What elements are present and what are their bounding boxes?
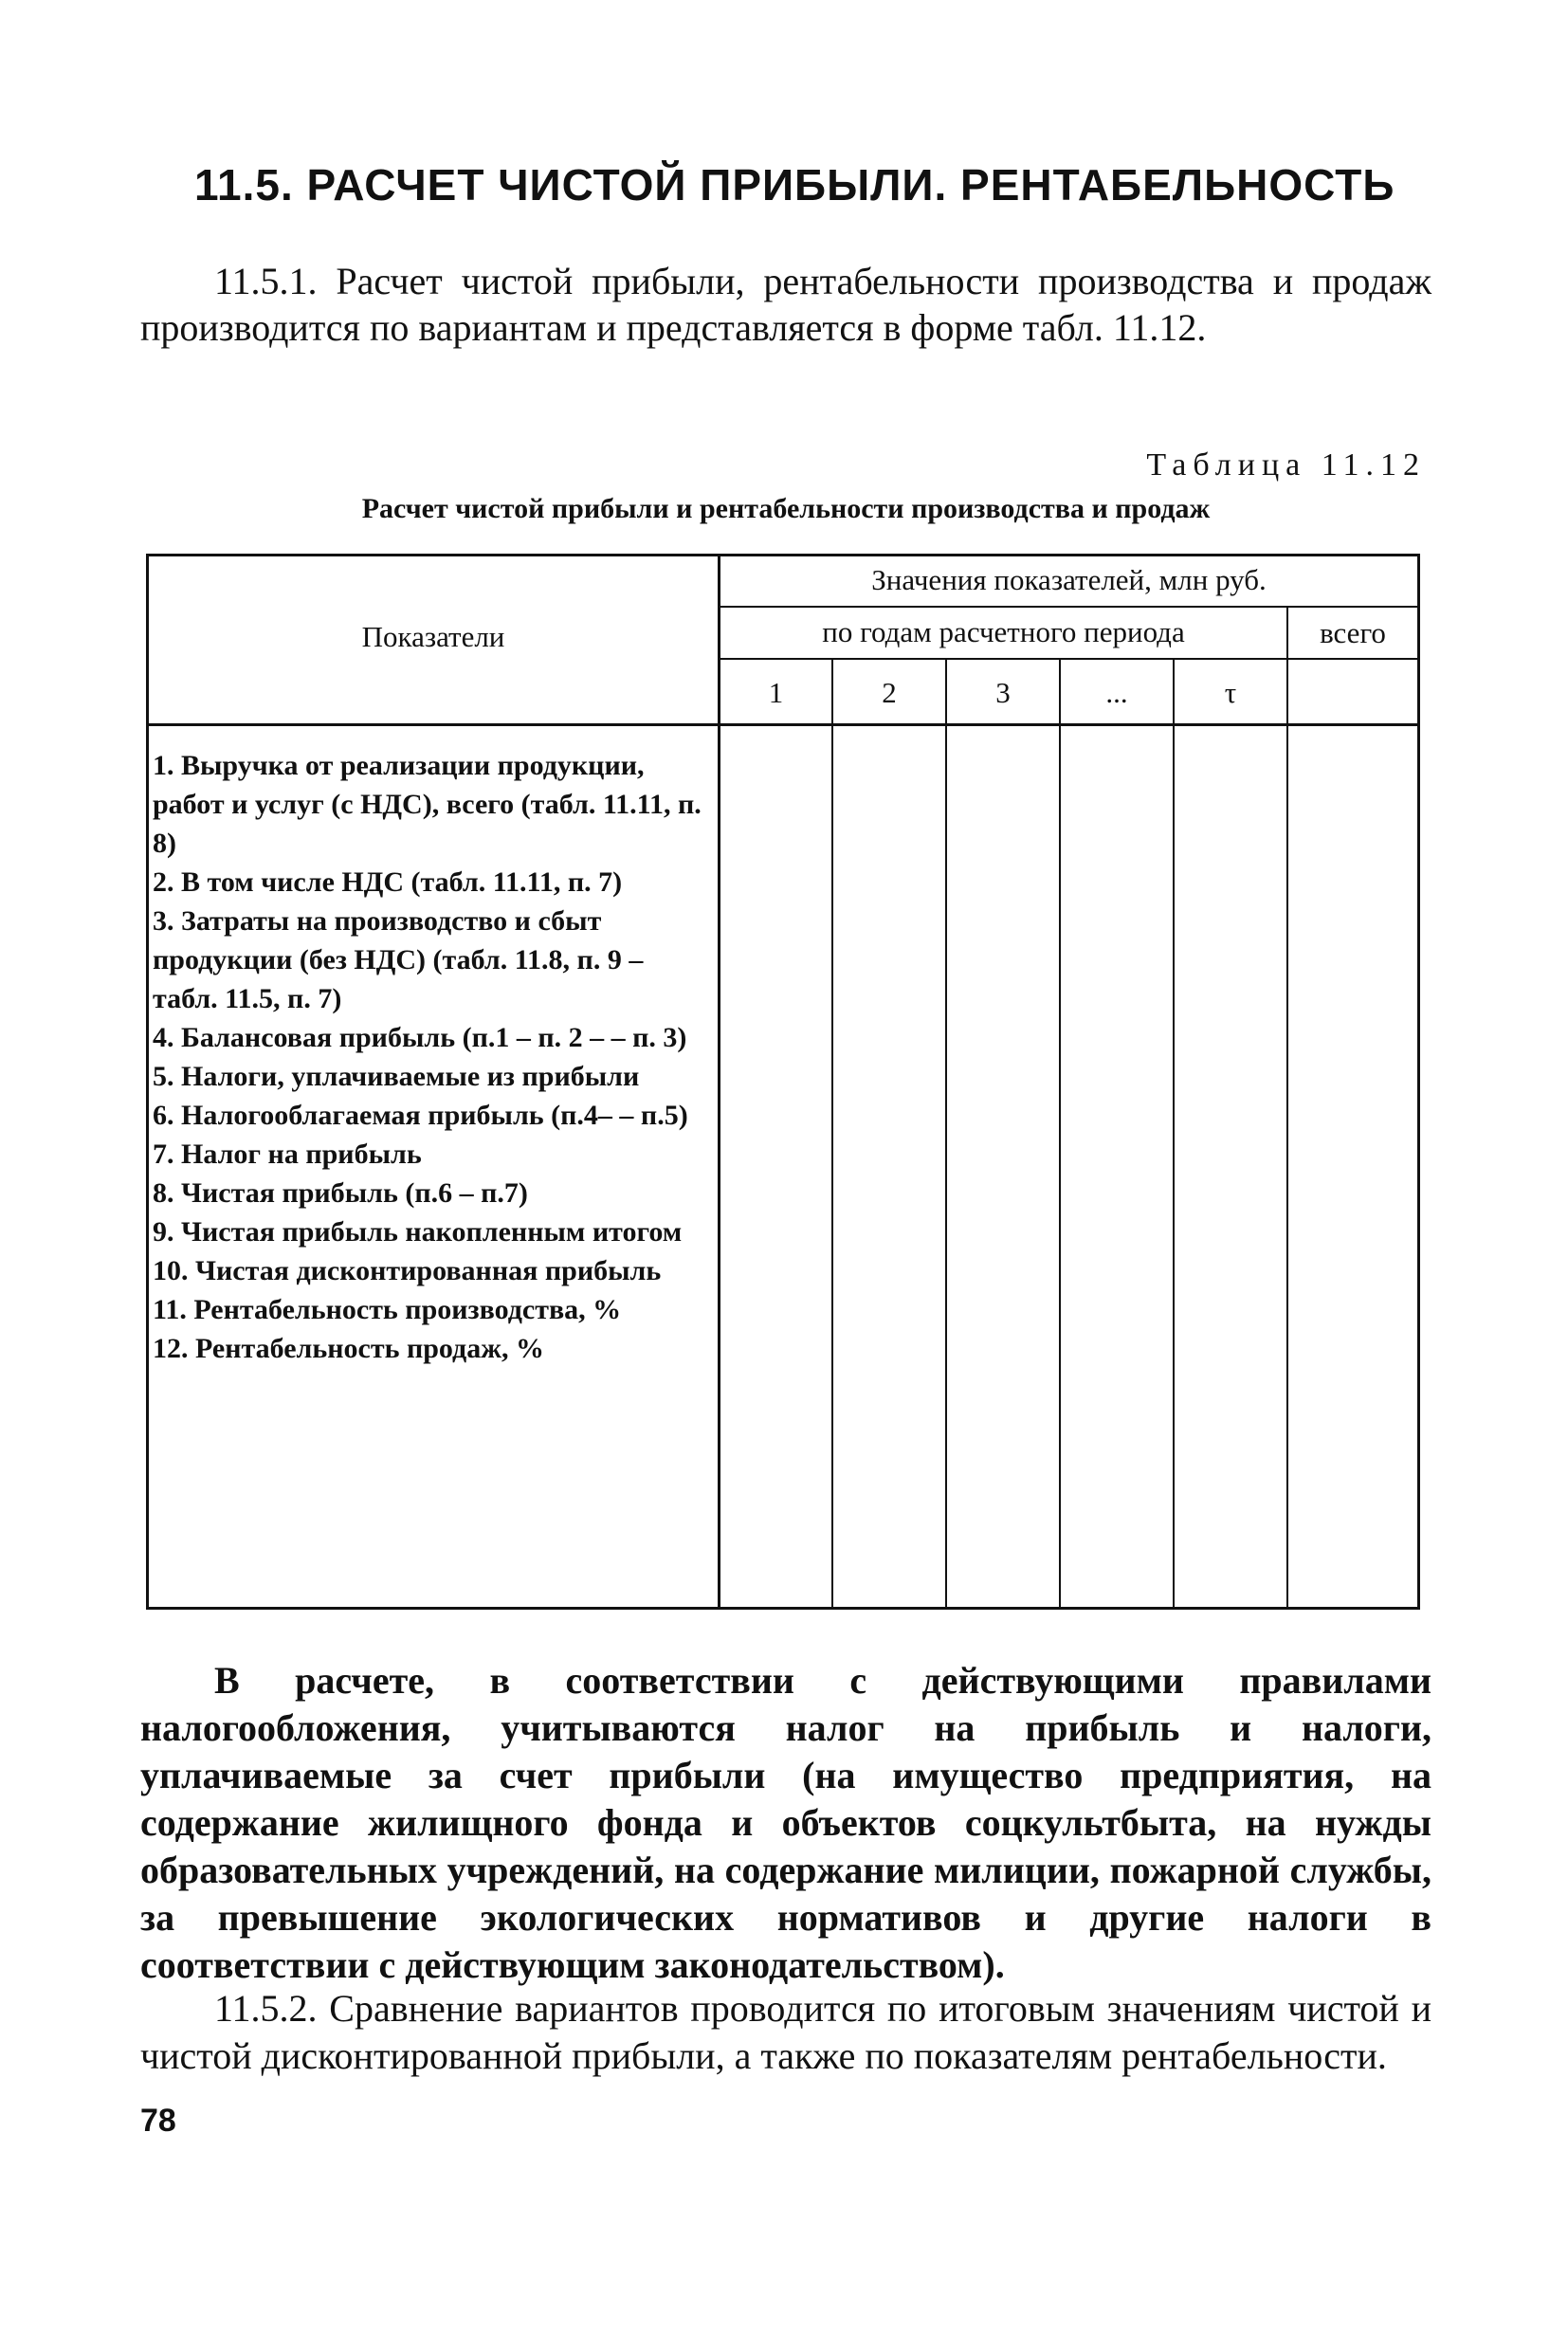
table-title: Расчет чистой прибыли и рентабельности производства и продаж bbox=[361, 493, 1211, 524]
section-heading: 11.5. РАСЧЕТ ЧИСТОЙ ПРИБЫЛИ. РЕНТАБЕЛЬНОСТЬ bbox=[194, 160, 1395, 210]
row-5: 5. Налоги, уплачиваемые из прибыли bbox=[153, 1061, 640, 1092]
header-line-2 bbox=[720, 658, 1417, 660]
row-6: 6. Налогооблагаемая прибыль (п.4– – п.5) bbox=[153, 1100, 688, 1131]
row-7: 7. Налог на прибыль bbox=[153, 1139, 422, 1170]
header-total: всего bbox=[1320, 616, 1386, 649]
row-1: 1. Выручка от реализации продукции, работ и услуг (с НДС), всего (табл. 11.11, п. 8) bbox=[153, 750, 702, 859]
header-year-tau: τ bbox=[1224, 676, 1237, 709]
paragraph-taxes: В расчете, в соответствии с действующими правилами налогообложения, учитываются налог на прибыль и налоги, уплачиваемые за счет прибыли (на имущество предприятия, на содержание жилищного фонда и объектов соцкультбыта, на нужды образовательных учреждений, на содержание милиции, пожарной службы, за превышение экологических нормативов и другие налоги в соответствии с действующим законодательством). bbox=[140, 1659, 1431, 1986]
paragraph-intro: 11.5.1. Расчет чистой прибыли, рентабельности производства и продаж производится по вариантам и представляется в форме табл. 11.12. bbox=[140, 260, 1431, 349]
header-year-dots: ... bbox=[1105, 676, 1128, 709]
page-number: 78 bbox=[140, 2103, 176, 2139]
header-year-3: 3 bbox=[995, 676, 1011, 709]
row-10: 10. Чистая дисконтированная прибыль bbox=[153, 1255, 662, 1286]
header-bottom-line bbox=[149, 723, 1417, 726]
row-4: 4. Балансовая прибыль (п.1 – п. 2 – – п. 3) bbox=[153, 1022, 687, 1053]
row-3: 3. Затраты на производство и сбыт продукции (без НДС) (табл. 11.8, п. 9 – табл. 11.5, п. 7) bbox=[153, 905, 644, 1014]
indicator-rows bbox=[153, 746, 712, 1368]
header-year-2: 2 bbox=[882, 676, 897, 709]
row-9: 9. Чистая прибыль накопленным итогом bbox=[153, 1216, 683, 1248]
col-line-indicators bbox=[718, 556, 720, 1607]
profit-table bbox=[146, 554, 1420, 1610]
col-line-year-dots bbox=[1059, 658, 1061, 1607]
paragraph-comparison: 11.5.2. Сравнение вариантов проводится по итоговым значениям чистой и чистой дисконтированной прибыли, а также по показателям рентабельности. bbox=[140, 1987, 1431, 2077]
row-12: 12. Рентабельность продаж, % bbox=[153, 1333, 544, 1364]
header-by-years: по годам расчетного периода bbox=[822, 615, 1185, 648]
row-11: 11. Рентабельность производства, % bbox=[153, 1294, 622, 1325]
row-8: 8. Чистая прибыль (п.6 – п.7) bbox=[153, 1177, 528, 1209]
row-2: 2. В том числе НДС (табл. 11.11, п. 7) bbox=[153, 866, 623, 898]
col-line-year-tau bbox=[1173, 658, 1175, 1607]
col-line-year-2 bbox=[831, 658, 833, 1607]
header-indicators: Показатели bbox=[361, 620, 505, 653]
header-year-1: 1 bbox=[768, 676, 784, 709]
header-line-1 bbox=[720, 606, 1417, 608]
col-line-total bbox=[1286, 606, 1288, 1607]
header-values: Значения показателей, млн руб. bbox=[871, 563, 1267, 596]
table-label: Таблица 11.12 bbox=[1146, 447, 1426, 483]
col-line-year-3 bbox=[945, 658, 947, 1607]
